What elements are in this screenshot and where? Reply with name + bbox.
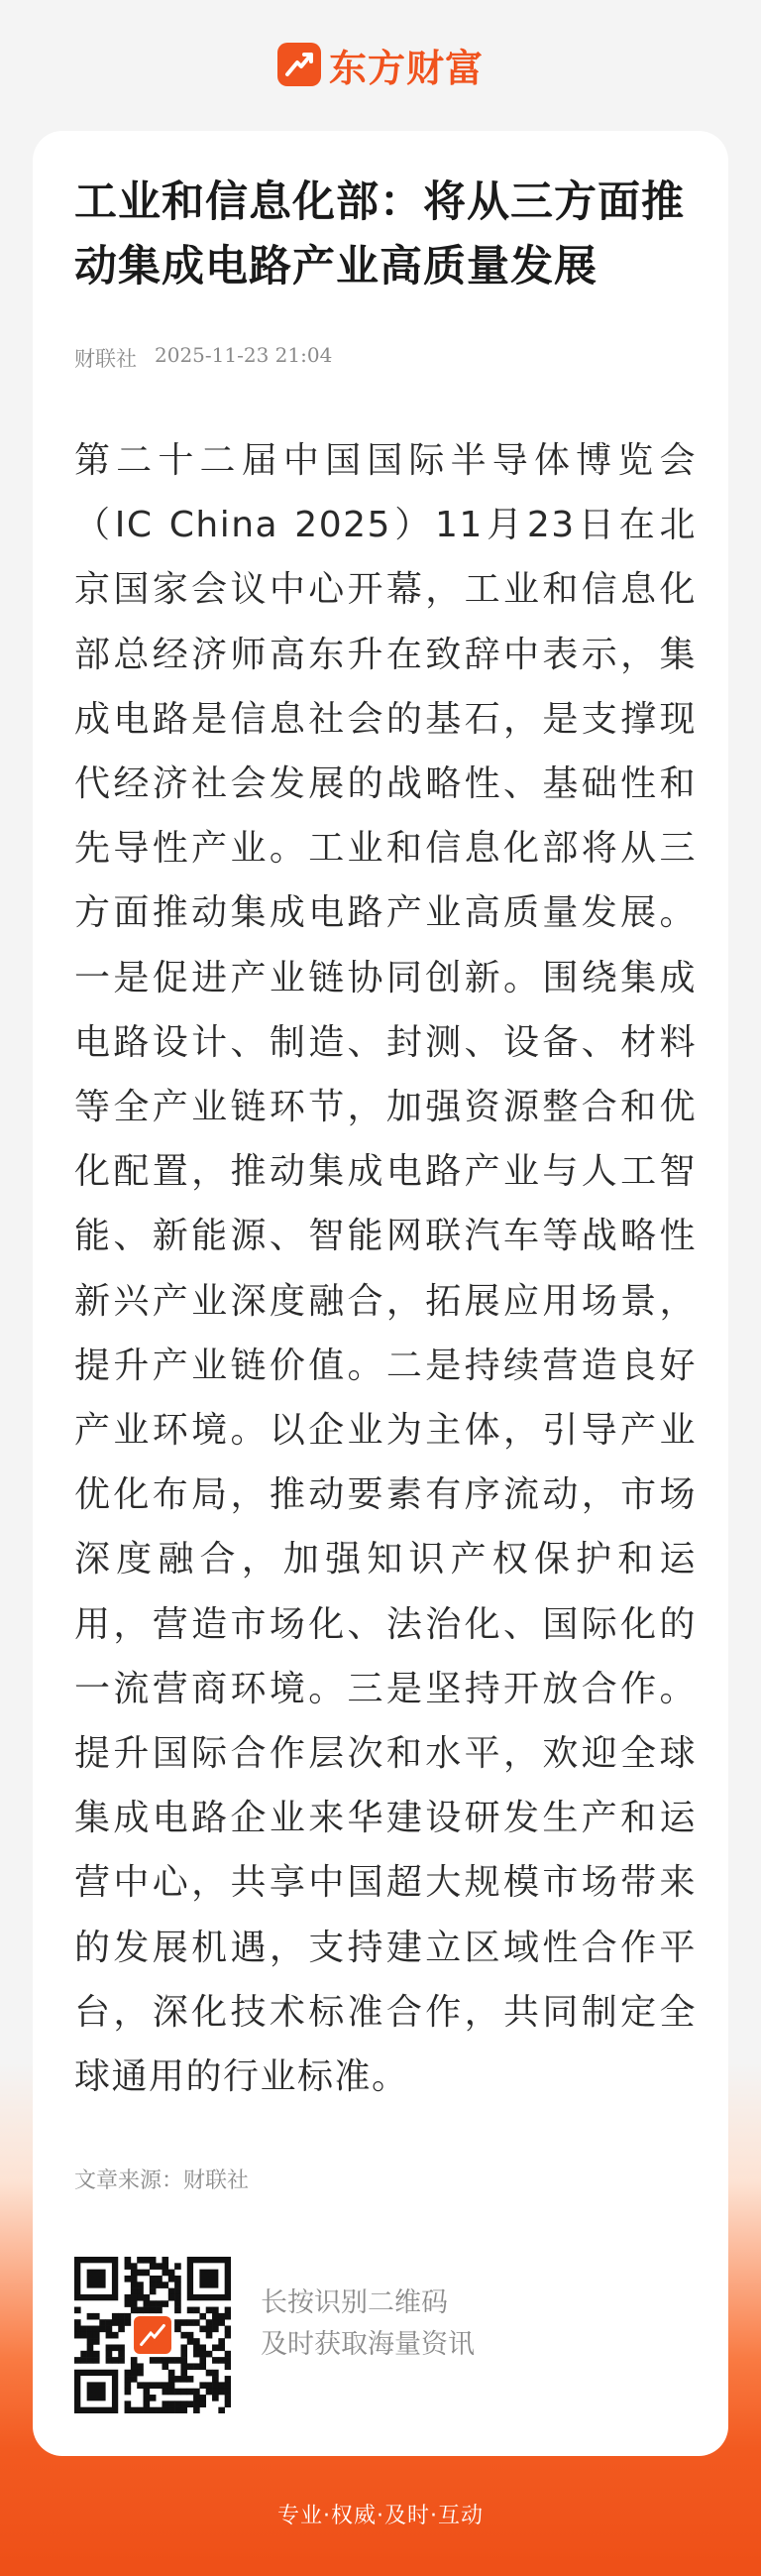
article-meta <box>74 343 332 373</box>
brand-name: 东方财富 <box>328 46 484 90</box>
article-card <box>33 131 728 2456</box>
article-source-line: 文章来源：财联社 <box>74 2168 250 2193</box>
article-source-name: 财联社 <box>74 347 137 371</box>
article-date: 2025-11-23 21:04 <box>155 343 333 367</box>
article-title: 工业和信息化部：将从三方面推动集成电路产业高质量发展 <box>74 177 685 292</box>
article-body: 第二十二届中国国际半导体博览会（IC China 2025）11月23日在北京国家会议中心开幕，工业和信息化部总经济师高东升在致辞中表示，集成电路是信息社会的基石，是支撑现代经济社会发展的战略性、基础性和先导性产业。工业和信息化部将从三方面推动集成电路产业高质量发展。一是促进产业链协同创新。围绕集成电路设计、制造、封测、设备、材料等全产业链环节，加强资源整合和优化配置，推动集成电路产业与人工智能、新能源、智能网联汽车等战略性新兴产业深度融合，拓展应用场景，提升产业链价值。二是持续营造良好产业环境。以企业为主体，引导产业优化布局，推动要素有序流动，市场深度融合，加强知识产权保护和运用，营造市场化、法治化、国际化的一流营商环境。三是坚持开放合作。提升国际合作层次和水平，欢迎全球集成电路企业来华建设研发生产和运营中心，共享中国超大规模市场带来的发展机遇，支持建立区域性合作平台，深化技术标准合作，共同制定全球通用的行业标准。 <box>74 440 697 2098</box>
header <box>0 0 761 129</box>
qr-code-icon[interactable] <box>74 2257 231 2413</box>
qr-caption <box>261 2283 475 2366</box>
eastmoney-logo-icon <box>277 43 321 86</box>
footer-slogan: 专业·权威·及时·互动 <box>277 2504 484 2528</box>
qr-caption-line1: 长按识别二维码 <box>261 2287 448 2318</box>
qr-caption-line2: 及时获取海量资讯 <box>261 2329 475 2360</box>
brand-logo[interactable] <box>277 38 484 92</box>
